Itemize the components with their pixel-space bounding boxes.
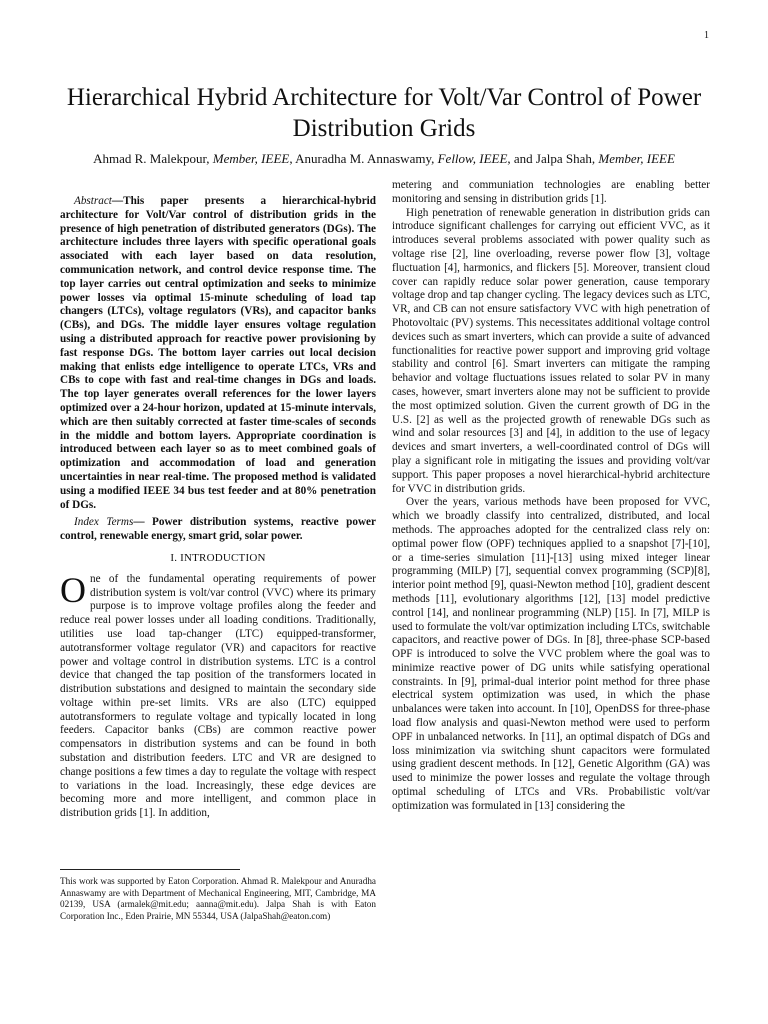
paper-title: Hierarchical Hybrid Architecture for Volt/Var Control of Power Distribution Grids (66, 84, 702, 142)
right-paragraph-1: metering and communiation technologies are enabling better monitoring and sensing in distribution grids [1]. (392, 179, 710, 205)
author-malekpour: Ahmad R. Malekpour, (93, 151, 213, 166)
author-shah-role: Member, IEEE (598, 151, 675, 166)
right-paragraph-2: High penetration of renewable generation in distribution grids can introduce significant challenges for carrying out efficient VVC, as it introduces several problems associated with power quality such as voltage rise [2], line overloading, reverse power flow [3], voltage fluctuation [4], harmonics, and flickers [5]. Moreover, transient cloud cover can rapidly reduce solar power generation, cause temporary voltage drop and tap changer cycling. The legacy devices such as LTC, VR, and CB can not ensure satisfactory VVC with high penetration of Photovoltaic (PV) systems. This necessitates additional voltage control devices such as smart inverters, which can provide a suite of advanced functionalities for reactive power support and improving grid voltage stability and control [6]. Smart inverters can mitigate the ramping behavior and voltage fluctuations issues related to solar PV in many cases, however, smart inverters alone may not be sufficient to provide the most optimized solution. Given the current growth of DG in the U.S. [2] as well as the projected growth of renewable DGs such as wind and solar resources [3] and [4], in addition to the use of legacy devices and smart inverters, a well-coordinated control of DGs will play a significant role in mitigating the issues and providing volt/var support. This paper proposes a novel hierarchical-hybrid architecture for VVC in distribution grids. (392, 206, 710, 495)
abstract-label: Abstract (74, 195, 112, 207)
section-heading-introduction: I. INTRODUCTION (170, 551, 266, 564)
index-terms-text: — Power distribution systems, reactive power control, renewable energy, smart grid, solar power. (60, 516, 376, 543)
author-shah: , and Jalpa Shah, (507, 151, 599, 166)
drop-cap: O (60, 569, 86, 610)
abstract-text: —This paper presents a hierarchical-hybrid architecture for Volt/Var control of distribution grids in the presence of high penetration of distributed generators (DGs). The architecture includes three layers with specific operational goals associated with each layer based on data resolution, communication network, and control device response time. The top layer carries out central optimization and seeks to minimize power losses via optimal 15-minute scheduling of load tap changers (LTCs), voltage regulators (VRs), and capacitor banks (CBs), and DGs. The middle layer ensures voltage regulation using a distributed approach for reactive power provisioning by fast response DGs. The bottom layer carries out local decision making that enlists edge intelligence to operate LTCs, VRs and CBs to cope with fast and real-time changes in DGs and loads. The top layer generates overall references for the lower layers optimized over a 24-hour horizon, updated at 15-minute intervals, which are then suitably corrected at faster time-scales of seconds in the middle and bottom layers. Appropriate coordination is introduced between each layer so as to meet combined goals of optimization and accommodation of load and generation uncertainties in near real-time. The proposed method is validated using a modified IEEE 34 bus test feeder and at 80% penetration of DGs. (60, 195, 376, 511)
right-column (392, 179, 710, 814)
author-annaswamy: , Anuradha M. Annaswamy, (289, 151, 438, 166)
intro-paragraph (60, 569, 376, 821)
right-paragraph-3: Over the years, various methods have been proposed for VVC, which we broadly classify into centralized, distributed, and local methods. The approaches adopted for the centralized class rely on: optimal power flow (OPF) techniques applied to a snapshot [7]-[10], or a time-series simulation [11]-[13] using mixed integer linear programming (MILP) [7], sequential convex programming (SCP)[8], interior point method [9], quasi-Newton method [10], gradient descent methods [11], evolutionary algorithms [12], [13] model predictive control [14], and nonlinear programming (NLP) [15]. In [7], MILP is used to formulate the volt/var optimization including LTCs, switchable capacitors, and reactive power of DGs. In [8], three-phase SCP-based OPF is introduced to solve the VVC problem where the goal was to minimize reactive power of DG units while satisfying operational constraints. In [9], primal-dual interior point method for three phase electrical system optimization was used, in which the phase unbalances were taken into account. In [10], OpenDSS for three-phase load flow analysis and quasi-Newton method were used to perform OPF in unbalanced networks. In [11], an optimal dispatch of DGs and loss minimization via switching shunt capacitors were formulated using gradient descent methods. In [12], Genetic Algorithm (GA) was used to minimize the power losses and regulate the voltage through optimal scheduling of LTCs and VRs. Probabilistic volt/var optimization was formulated in [13] considering the (392, 496, 710, 812)
index-terms-label: Index Terms (74, 516, 134, 529)
footnote-divider (60, 869, 240, 870)
index-terms (60, 516, 376, 544)
author-malekpour-role: Member, IEEE (212, 151, 290, 166)
intro-paragraph-text: ne of the fundamental operating requirements of power distribution system is volt/var control (VVC) where its primary purpose is to improve voltage profiles along the feeder and reduce real power losses under all loading conditions. Traditionally, utilities use load tap-changer (LTC) equipped-transformer, autotransformer voltage regulator (VR) and capacitors for reactive power and voltage control in distribution systems. LTC is a control device that changed the tap position of the transformers located in distribution substations and designed to maintain the secondary side voltage within pre-set limits. VRs are also (LTC) equipped autotransformers to regulate voltage and typically located in long feeders. Capacitor banks (CBs) are common reactive power compensators in distribution systems and can be found in both substation and distribution feeders. LTC and VR are designed to change positions a few times a day to regulate the voltage with respect to variations in the load. Increasingly, these edge devices are becoming more and more intelligent, and common place in distribution grids [1]. In addition, (60, 572, 376, 820)
left-column (60, 195, 376, 821)
author-annaswamy-role: Fellow, IEEE (437, 151, 508, 166)
page-number: 1 (704, 30, 709, 41)
footnote: This work was supported by Eaton Corporation. Ahmad R. Malekpour and Anuradha Annaswamy are with Department of Mechanical Engineering, MIT, Cambridge, MA 02139, USA (armalek@mit.edu; aanna@mit.edu). Jalpa Shah is with Eaton Corporation Inc., Eden Prairie, MN 55344, USA (JalpaShah@eaton.com) (60, 876, 376, 921)
author-line (40, 151, 728, 167)
abstract (60, 195, 376, 512)
